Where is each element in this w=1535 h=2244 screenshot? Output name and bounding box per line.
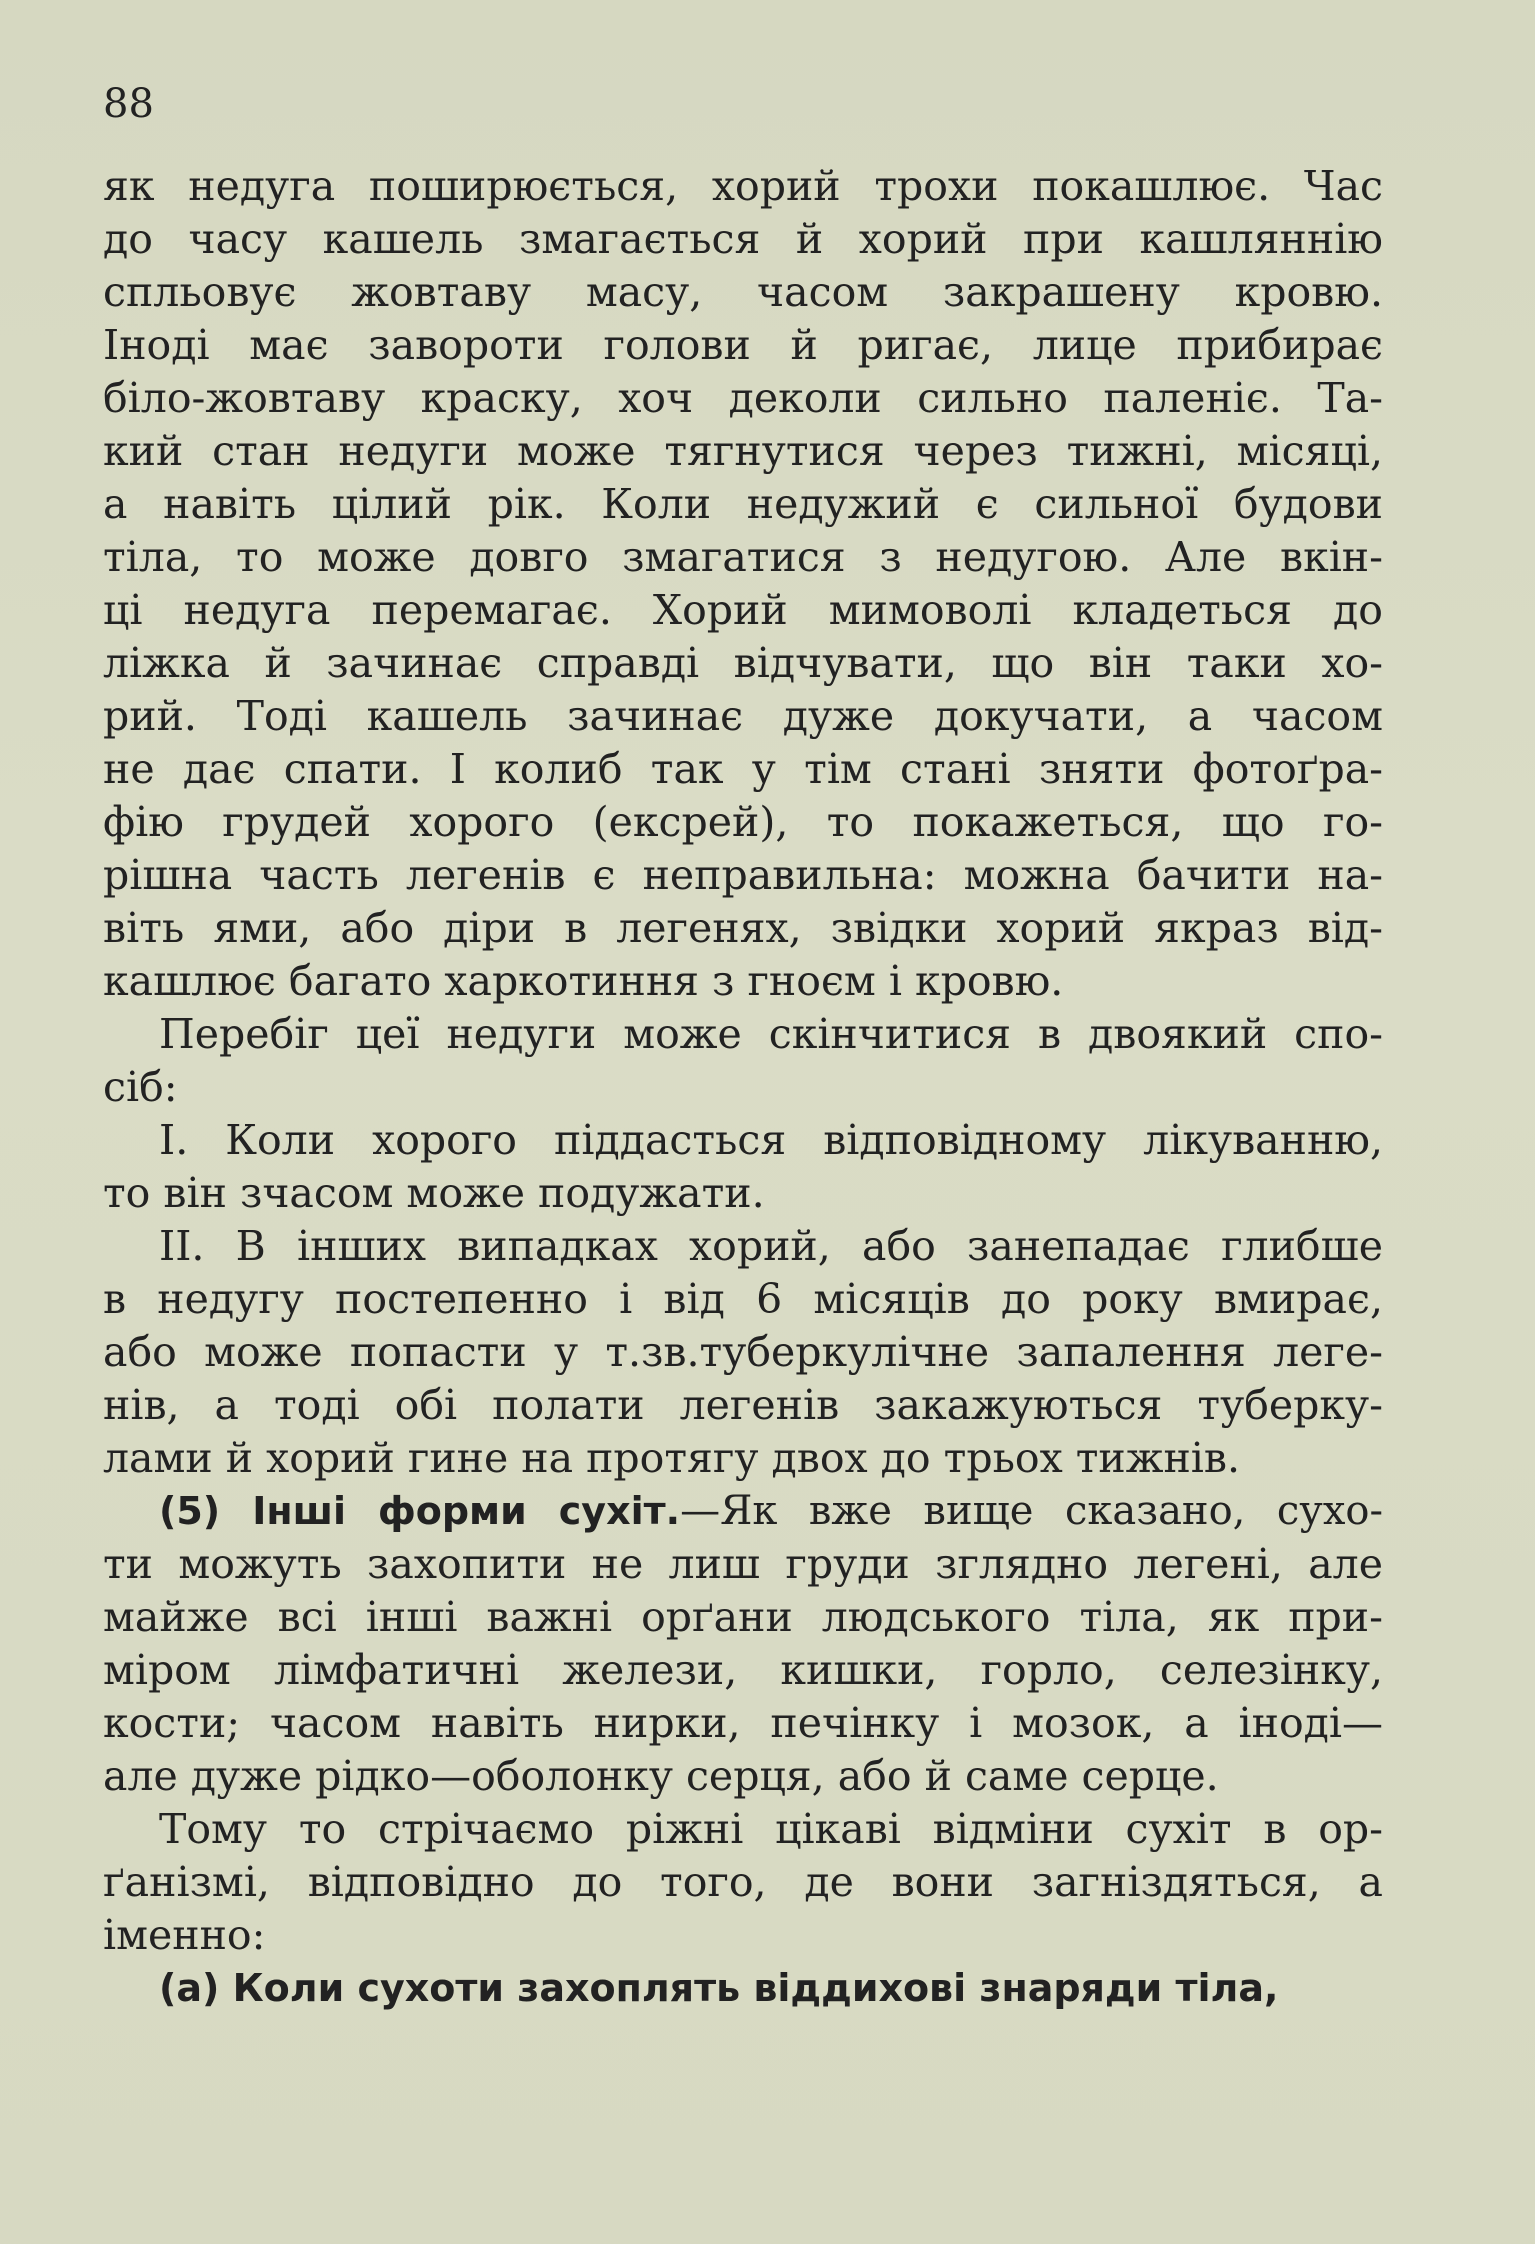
text-line: рий. Тоді кашель зачинає дуже докучати, а часом [103, 692, 1383, 740]
text-line: спльовує жовтаву масу, часом закрашену кровю. [103, 268, 1383, 316]
text-line: тіла, то може довго змагатися з недугою. Але вкін- [103, 533, 1383, 581]
text-line: а навіть цілий рік. Коли недужий є сильної будови [103, 480, 1383, 528]
text-line: в недугу постепенно і від 6 місяців до року вмирає, [103, 1275, 1383, 1323]
text-line: нів, а тоді обі полати легенів закажуються туберку- [103, 1381, 1383, 1429]
text-line: I. Коли хорого піддасться відповідному лікуванню, [159, 1116, 1383, 1164]
text-line: іменно: [103, 1911, 266, 1959]
text-line: як недуга поширюється, хорий трохи покашлює. Час [103, 162, 1383, 210]
text-line: II. В інших випадках хорий, або занепадає глибше [159, 1222, 1383, 1270]
text-line: ґанізмі, відповідно до того, де вони загніздяться, а [103, 1858, 1383, 1906]
text-line: Перебіг цеї недуги може скінчитися в двоякий спо- [159, 1010, 1383, 1058]
text-line: міром лімфатичні желези, кишки, горло, селезінку, [103, 1646, 1383, 1694]
text-line: не дає спати. І колиб так у тім стані зняти фотоґра- [103, 745, 1383, 793]
text-line: кий стан недуги може тягнутися через тижні, місяці, [103, 427, 1383, 475]
text-line: до часу кашель змагається й хорий при кашляннію [103, 215, 1383, 263]
text-line: фію грудей хорого (ексрей), то покажеться, що го- [103, 798, 1383, 846]
text-line: то він зчасом може подужати. [103, 1169, 765, 1217]
text-line: або може попасти у т.зв.туберкулічне запалення леге- [103, 1328, 1383, 1376]
text-line: ти можуть захопити не лиш груди зглядно легені, але [103, 1540, 1383, 1588]
text-line: біло-жовтаву краску, хоч деколи сильно паленіє. Та- [103, 374, 1383, 422]
text-line: ці недуга перемагає. Хорий мимоволі кладеться до [103, 586, 1383, 634]
text-line: рішна часть легенів є неправильна: можна бачити на- [103, 851, 1383, 899]
text-line: але дуже рідко—оболонку серця, або й саме серце. [103, 1752, 1219, 1800]
text-line: кашлює багато харкотиння з гноєм і кровю. [103, 957, 1064, 1005]
section-heading-rest: —Як вже вище сказано, сухо- [680, 1488, 1383, 1534]
text-line: сіб: [103, 1063, 178, 1111]
section-heading: (5) Інші форми сухіт. [159, 1489, 681, 1533]
text-line: Тому то стрічаємо ріжні цікаві відміни сухіт в ор- [159, 1805, 1383, 1853]
body-text [103, 160, 1383, 2015]
page-number: 88 [103, 81, 154, 127]
text-line: ліжка й зачинає справді відчувати, що він таки хо- [103, 639, 1383, 687]
subheading-a: (а) Коли сухоти захоплять віддихові знаряди тіла, [159, 1966, 1279, 2010]
text-line: лами й хорий гине на протягу двох до трьох тижнів. [103, 1434, 1241, 1482]
text-line: кости; часом навіть нирки, печінку і мозок, а іноді— [103, 1699, 1383, 1747]
text-line: майже всі інші важні орґани людського тіла, як при- [103, 1593, 1383, 1641]
text-line: віть ями, або діри в легенях, звідки хорий якраз від- [103, 904, 1383, 952]
text-line: Іноді має завороти голови й ригає, лице прибирає [103, 321, 1383, 369]
section-heading-line [103, 1485, 1383, 1538]
